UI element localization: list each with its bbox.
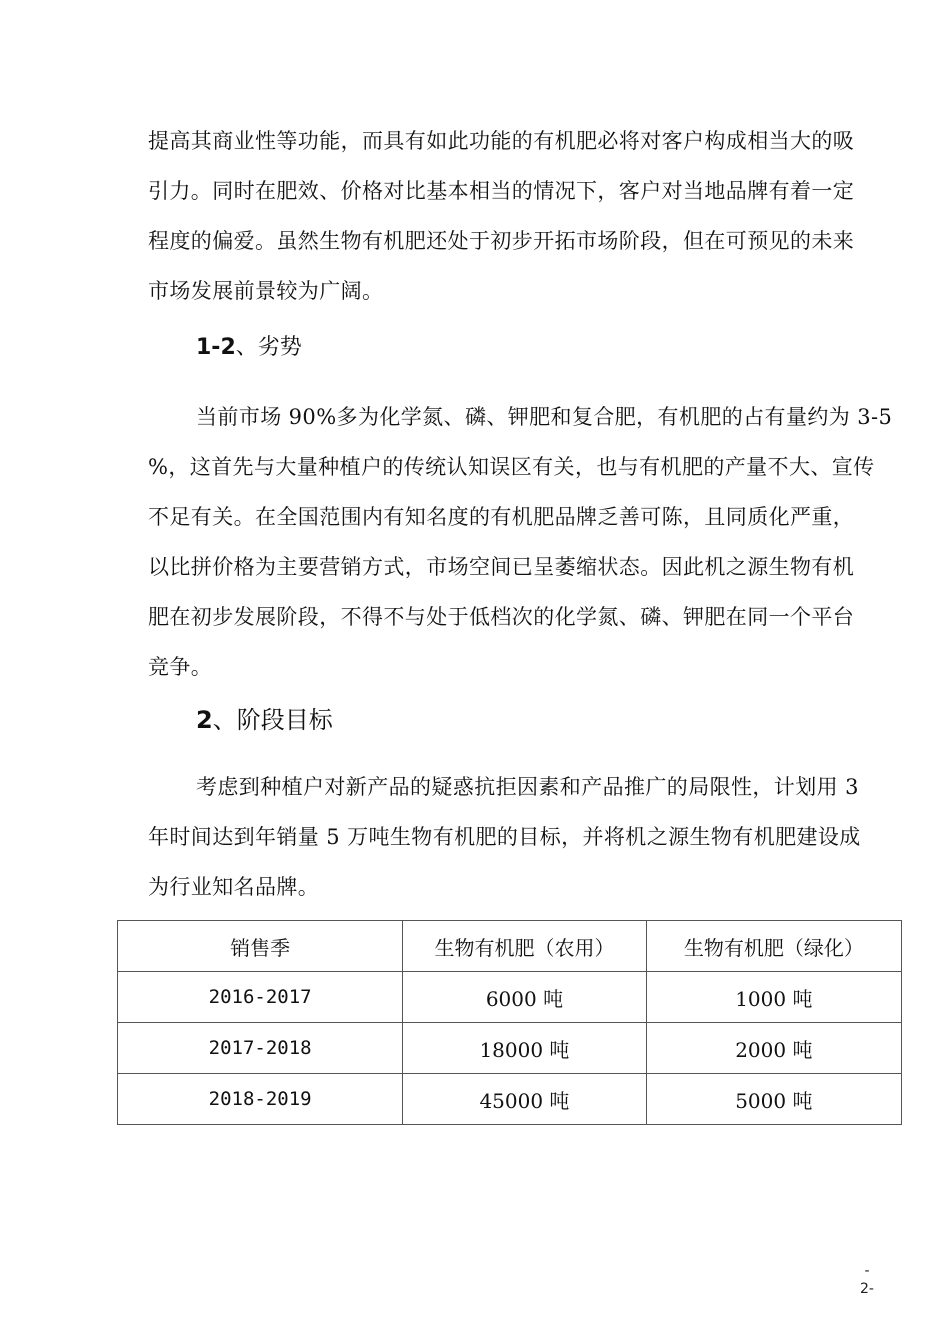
table-cell-season: 2016-2017: [118, 972, 403, 1023]
table-cell-agricultural: 6000 吨: [403, 972, 646, 1023]
table-cell-agricultural: 18000 吨: [403, 1023, 646, 1074]
table-header-greening: 生物有机肥（绿化）: [646, 921, 901, 972]
page-number: [860, 1262, 874, 1298]
table-cell-greening: 5000 吨: [646, 1074, 901, 1125]
intro-paragraph: [148, 116, 900, 316]
intro-line-3: 程度的偏爱。虽然生物有机肥还处于初步开拓市场阶段，但在可预见的未来: [148, 229, 855, 253]
heading-weakness: [196, 326, 302, 370]
stage-goal-line-2: 年时间达到年销量 5 万吨生物有机肥的目标，并将机之源生物有机肥建设成: [148, 825, 861, 849]
table-header-agricultural: 生物有机肥（农用）: [403, 921, 646, 972]
stage-goal-line-3: 为行业知名品牌。: [148, 875, 320, 899]
intro-line-1: 提高其商业性等功能，而具有如此功能的有机肥必将对客户构成相当大的吸: [148, 129, 855, 153]
heading-weakness-title: 、劣势: [235, 335, 302, 360]
heading-stage-goal-title: 、阶段目标: [212, 706, 333, 734]
table-cell-greening: 1000 吨: [646, 972, 901, 1023]
table-row: [118, 1023, 902, 1074]
heading-stage-goal: [196, 698, 333, 742]
weakness-line-6: 竞争。: [148, 655, 213, 679]
weakness-paragraph: [148, 392, 900, 692]
stage-goal-paragraph: [148, 762, 900, 912]
weakness-line-4: 以比拼价格为主要营销方式，市场空间已呈萎缩状态。因此机之源生物有机: [148, 555, 855, 579]
table-header-season: 销售季: [118, 921, 403, 972]
stage-goal-line-1: 考虑到种植户对新产品的疑惑抗拒因素和产品推广的局限性，计划用 3: [196, 775, 859, 799]
table-row: [118, 1074, 902, 1125]
table-header-row: [118, 921, 902, 972]
table-row: [118, 972, 902, 1023]
weakness-line-2: %，这首先与大量种植户的传统认知误区有关，也与有机肥的产量不大、宣传: [148, 455, 875, 479]
sales-target-table: [117, 920, 902, 1125]
page-number-top: -: [864, 1263, 870, 1279]
intro-line-2: 引力。同时在肥效、价格对比基本相当的情况下，客户对当地品牌有着一定: [148, 179, 855, 203]
table-cell-season: 2017-2018: [118, 1023, 403, 1074]
weakness-line-1: 当前市场 90%多为化学氮、磷、钾肥和复合肥，有机肥的占有量约为 3-5: [196, 405, 893, 429]
weakness-line-5: 肥在初步发展阶段，不得不与处于低档次的化学氮、磷、钾肥在同一个平台: [148, 605, 855, 629]
heading-weakness-number: 1-2: [196, 335, 236, 360]
page-number-bottom: 2-: [860, 1281, 874, 1297]
table-cell-season: 2018-2019: [118, 1074, 403, 1125]
heading-stage-goal-number: 2: [196, 706, 213, 734]
intro-line-4: 市场发展前景较为广阔。: [148, 279, 384, 303]
weakness-line-3: 不足有关。在全国范围内有知名度的有机肥品牌乏善可陈，且同质化严重，: [148, 505, 855, 529]
table-cell-greening: 2000 吨: [646, 1023, 901, 1074]
table-cell-agricultural: 45000 吨: [403, 1074, 646, 1125]
